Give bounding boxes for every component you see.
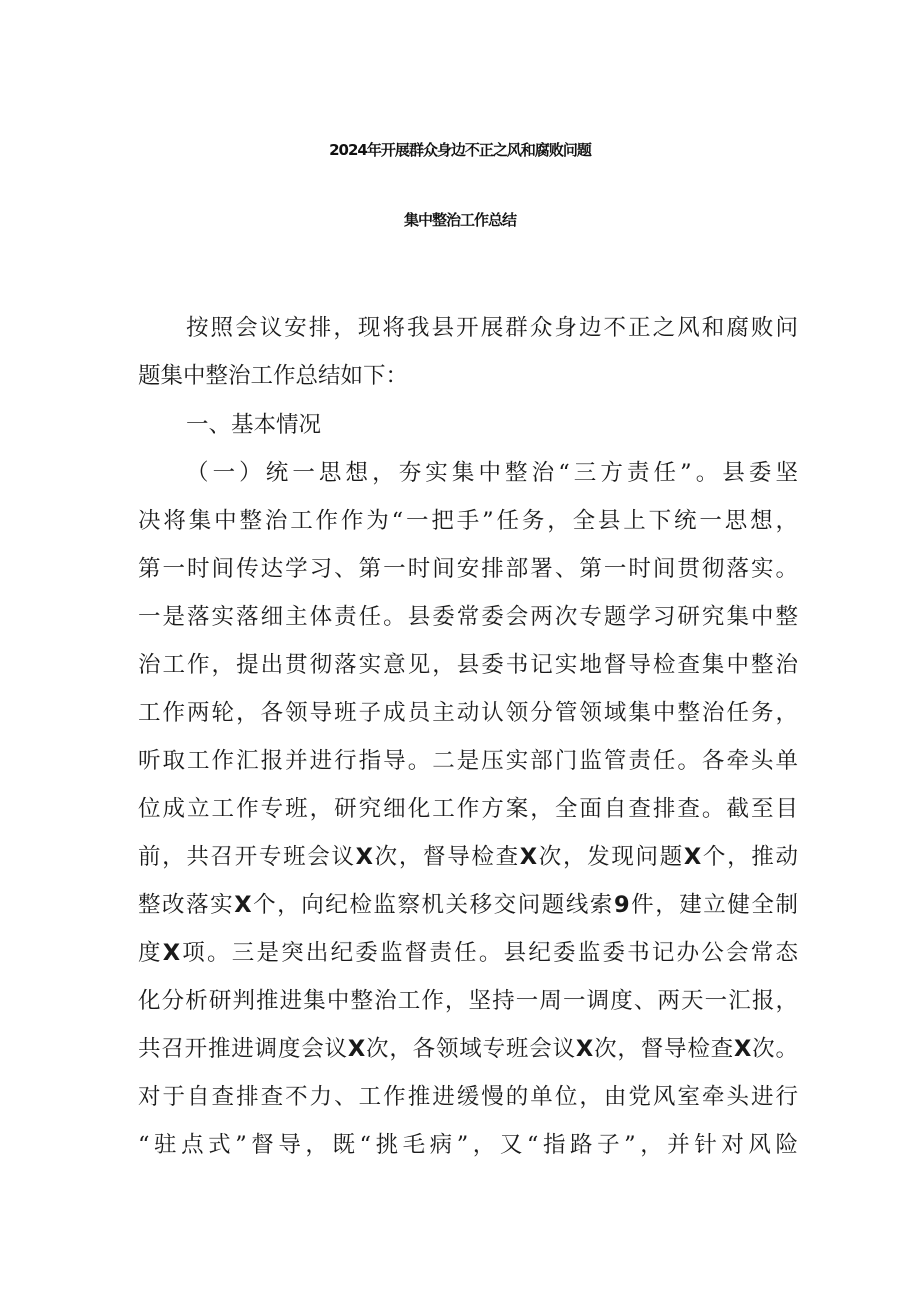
paragraph-line-6: 工作两轮，各领导班子成员主动认领分管领域集中整治任务， (138, 700, 798, 726)
paragraph-line-9 (138, 837, 798, 877)
section-heading-basic-situation: 一、基本情况 (186, 412, 322, 438)
paragraph-line-4: 一是落实落细主体责任。县委常委会两次专题学习研究集中整 (138, 604, 798, 630)
text-segment: 件，建立健全制 (629, 892, 798, 918)
placeholder-number: X (234, 892, 252, 918)
clue-count-number: 9 (613, 892, 630, 918)
document-title-line-1: 2024年开展群众身边不正之风和腐败问题 (329, 141, 591, 159)
text-segment: 共召开推进调度会议 (138, 1036, 348, 1062)
intro-line-1: 按照会议安排，现将我县开展群众身边不正之风和腐败问 (186, 315, 798, 341)
text-segment: 次。 (751, 1036, 798, 1062)
paragraph-line-10 (138, 885, 798, 925)
placeholder-number: X (162, 940, 181, 966)
document-title-line-2: 集中整治工作总结 (403, 211, 516, 229)
paragraph-line-7: 听取工作汇报并进行指导。二是压实部门监管责任。各牵头单 (138, 748, 798, 774)
paragraph-line-1: （一）统一思想，夯实集中整治“三方责任”。县委坚 (186, 460, 798, 486)
text-segment: 个，推动 (701, 844, 798, 870)
paragraph-line-13 (138, 1029, 798, 1069)
placeholder-number: X (575, 1036, 594, 1062)
paragraph-line-8: 位成立工作专班，研究细化工作方案，全面自查排查。截至目 (138, 796, 798, 822)
placeholder-number: X (683, 844, 702, 870)
text-segment: 次，各领域专班会议 (365, 1036, 576, 1062)
paragraph-line-15: “驻点式”督导，既“挑毛病”，又“指路子”，并针对风险 (138, 1132, 798, 1158)
text-segment: 前，共召开专班会议 (138, 844, 356, 870)
paragraph-line-14: 对于自查排查不力、工作推进缓慢的单位，由党风室牵头进行 (138, 1084, 798, 1110)
text-segment: 个，向纪检监察机关移交问题线索 (251, 892, 614, 918)
paragraph-line-5: 治工作，提出贯彻落实意见，县委书记实地督导检查集中整治 (138, 652, 798, 678)
intro-line-2: 题集中整治工作总结如下： (138, 363, 409, 389)
text-segment: 度 (138, 940, 163, 966)
text-segment: 项。三是突出纪委监督责任。县纪委监委书记办公会常态 (180, 940, 798, 966)
text-segment: 次，发现问题 (537, 844, 684, 870)
placeholder-number: X (347, 1036, 366, 1062)
text-segment: 整改落实 (138, 892, 235, 918)
placeholder-number: X (355, 844, 373, 870)
paragraph-line-12: 化分析研判推进集中整治工作，坚持一周一调度、两天一汇报， (138, 988, 798, 1014)
placeholder-number: X (519, 844, 538, 870)
paragraph-line-3: 第一时间传达学习、第一时间安排部署、第一时间贯彻落实。 (138, 556, 798, 582)
paragraph-line-11 (138, 933, 798, 973)
text-segment: 次，督导检查 (593, 1036, 734, 1062)
paragraph-line-2: 决将集中整治工作作为“一把手”任务，全县上下统一思想， (138, 508, 798, 534)
text-segment: 次，督导检查 (372, 844, 520, 870)
placeholder-number: X (733, 1036, 752, 1062)
